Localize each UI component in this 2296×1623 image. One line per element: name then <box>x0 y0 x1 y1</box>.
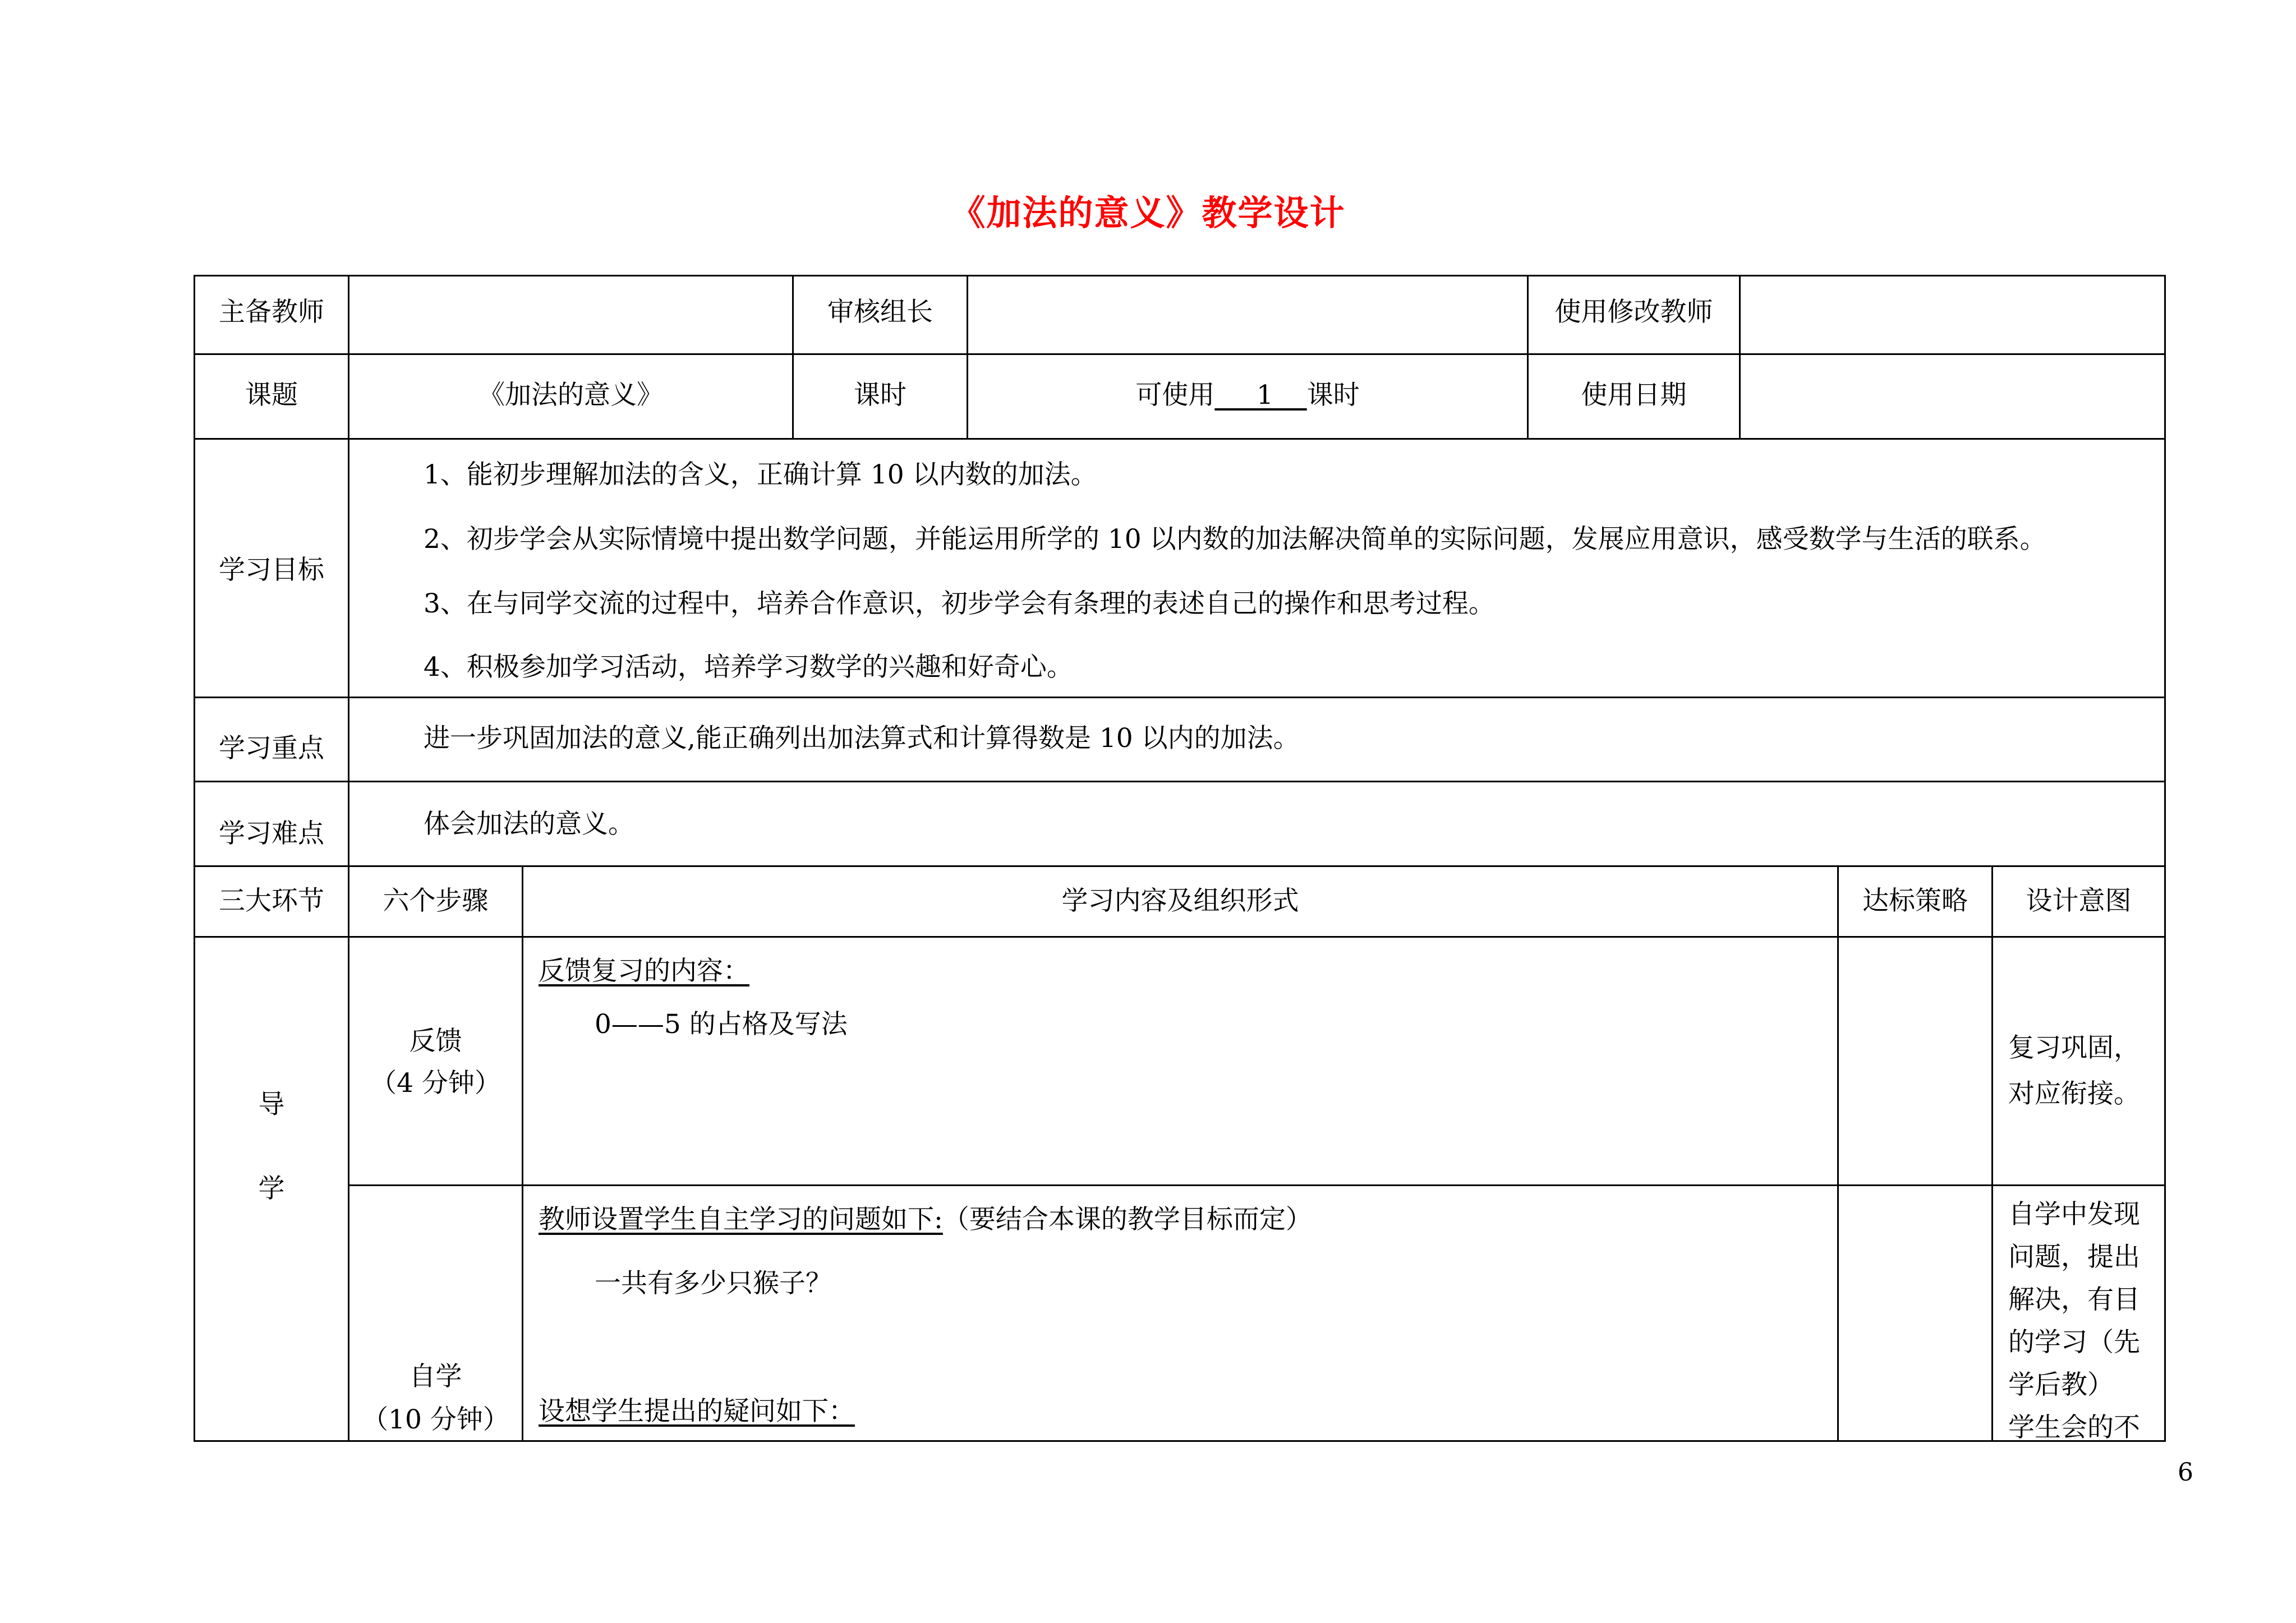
objectives-label: 学习目标 <box>219 555 324 585</box>
key-points-label: 学习重点 <box>219 733 324 764</box>
objective-item: 3、在与同学交流的过程中，培养合作意识，初步学会有条理的表述自己的操作和思考过程。 <box>424 588 1495 619</box>
objective-item: 4、积极参加学习活动，培养学习数学的兴趣和好奇心。 <box>424 652 1073 683</box>
objective-item: 1、能初步理解加法的含义，正确计算 10 以内数的加法。 <box>424 459 1097 490</box>
intent-text: 复习巩固， 对应衔接。 <box>2008 1032 2140 1109</box>
period-label: 课时 <box>854 380 907 411</box>
period-prefix: 可使用 <box>1135 380 1215 411</box>
content-body: 0——5 的占格及写法 <box>595 1009 848 1040</box>
document-title: 《加法的意义》教学设计 <box>950 192 1346 233</box>
step-time: （10 分钟） <box>362 1404 509 1435</box>
date-label: 使用日期 <box>1581 380 1687 411</box>
content-heading: 教师设置学生自主学习的问题如下:（要结合本课的教学目标而定） <box>539 1204 1312 1235</box>
topic-label: 课题 <box>245 380 298 411</box>
difficulties-value: 体会加法的意义。 <box>424 809 634 840</box>
key-points-value: 进一步巩固加法的意义,能正确列出加法算式和计算得数是 10 以内的加法。 <box>424 723 1300 754</box>
step-name: 自学 <box>409 1361 462 1392</box>
period-count: 1 <box>1257 380 1273 411</box>
step-time: （4 分钟） <box>370 1068 501 1099</box>
content-heading: 反馈复习的内容： <box>539 956 749 986</box>
column-header: 六个步骤 <box>383 886 489 916</box>
column-header: 达标策略 <box>1862 886 1968 916</box>
page-number: 6 <box>2178 1458 2193 1487</box>
column-header: 设计意图 <box>2026 886 2132 916</box>
step-name: 反馈 <box>409 1026 462 1057</box>
stage-char: 学 <box>258 1173 285 1204</box>
objective-item: 2、初步学会从实际情境中提出数学问题，并能运用所学的 10 以内数的加法解决简单的实际问题，发展应用意识，感受数学与生活的联系。 <box>424 524 2046 555</box>
period-suffix: 课时 <box>1306 380 1360 411</box>
difficulties-label: 学习难点 <box>219 818 324 849</box>
main-teacher-label: 主备教师 <box>219 297 324 328</box>
editing-teacher-label: 使用修改教师 <box>1554 297 1713 328</box>
intent-text: 自学中发现 问题，提出 解决，有目 的学习（先 学后教） 学生会的不 <box>2008 1199 2140 1443</box>
period-value <box>968 380 1527 411</box>
student-questions-heading: 设想学生提出的疑问如下： <box>539 1396 855 1427</box>
column-header: 学习内容及组织形式 <box>1061 886 1299 916</box>
question-text: 一共有多少只猴子？ <box>595 1268 832 1299</box>
topic-value: 《加法的意义》 <box>478 380 663 411</box>
stage-char: 导 <box>258 1089 285 1120</box>
column-header: 三大环节 <box>219 886 324 916</box>
reviewer-label: 审核组长 <box>827 297 933 328</box>
